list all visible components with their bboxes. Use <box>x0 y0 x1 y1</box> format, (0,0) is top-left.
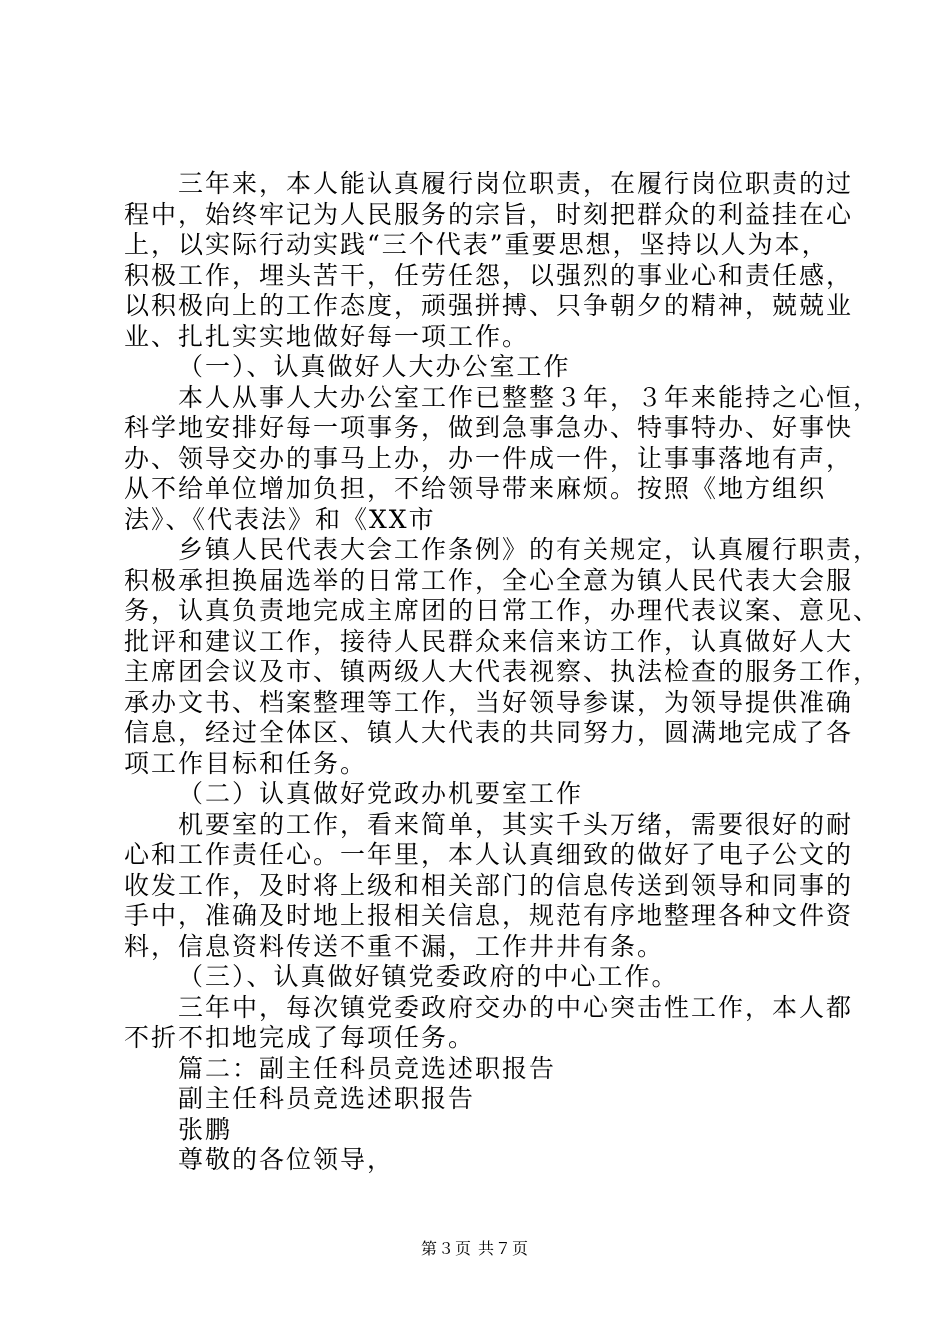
text-line: 三年来，本人能认真履行岗位职责，在履行岗位职责的过 <box>178 169 854 198</box>
text-line: 机要室的工作，看来简单，其实千头万绪，需要很好的耐 <box>178 810 854 839</box>
text-line: 项工作目标和任务。 <box>124 749 368 778</box>
text-line: 乡镇人民代表大会工作条例》的有关规定，认真履行职责， <box>178 535 881 564</box>
section-heading: （三）、认真做好镇党委政府的中心工作。 <box>178 962 679 991</box>
text-line: 心和工作责任心。一年里，本人认真细致的做好了电子公文的 <box>124 840 854 869</box>
text-line: 信息，经过全体区、镇人大代表的共同努力，圆满地完成了各 <box>124 718 854 747</box>
section-heading: （一）、认真做好人大办公室工作 <box>178 352 571 381</box>
text-line: 不折不扣地完成了每项任务。 <box>124 1023 476 1052</box>
text-line: 尊敬的各位领导， <box>178 1145 395 1174</box>
text-line: 收发工作，及时将上级和相关部门的信息传送到领导和同事的 <box>124 871 854 900</box>
text-line: 料，信息资料传送不重不漏，工作井井有条。 <box>124 932 665 961</box>
text-line: 三年中，每次镇党委政府交办的中心突击性工作，本人都 <box>178 993 854 1022</box>
text-line: 程中，始终牢记为人民服务的宗旨，时刻把群众的利益挂在心 <box>124 200 854 229</box>
text-line: 张鹏 <box>178 1115 233 1144</box>
text-line: 业、扎扎实实地做好每一项工作。 <box>124 322 530 351</box>
text-line: 积极承担换届选举的日常工作，全心全意为镇人民代表大会服 <box>124 566 854 595</box>
text-line: 承办文书、档案整理等工作，当好领导参谋，为领导提供准确 <box>124 688 854 717</box>
text-line: 上，以实际行动实践“三个代表”重要思想，坚持以人为本， <box>124 230 829 259</box>
section-heading: （二）认真做好党政办机要室工作 <box>178 779 584 808</box>
footer: 第３页 共７页 <box>420 1239 530 1258</box>
text-line: 积极工作，埋头苦干，任劳任怨，以强烈的事业心和责任感， <box>124 261 854 290</box>
text-line: 本人从事人大办公室工作已整整３年，３年来能持之心恒， <box>178 383 881 412</box>
text-line: 以积极向上的工作态度，顽强拼搏、只争朝夕的精神，兢兢业 <box>124 291 854 320</box>
text-line: 副主任科员竞选述职报告 <box>178 1084 476 1113</box>
text-line: 办、领导交办的事马上办，办一件成一件，让事事落地有声， <box>124 444 854 473</box>
text-line: 批评和建议工作，接待人民群众来信来访工作，认真做好人大 <box>124 627 854 656</box>
text-line: 科学地安排好每一项事务，做到急事急办、特事特办、好事快 <box>124 413 854 442</box>
text-line: 务，认真负责地完成主席团的日常工作，办理代表议案、意见、 <box>124 596 881 625</box>
text-line: 从不给单位增加负担，不给领导带来麻烦。按照《地方组织 <box>124 474 827 503</box>
text-line: 法》、《代表法》和《XX市 <box>124 505 436 534</box>
text-line: 主席团会议及市、镇两级人大代表视察、执法检查的服务工作， <box>124 657 881 686</box>
text-line: 手中，准确及时地上报相关信息，规范有序地整理各种文件资 <box>124 901 854 930</box>
chapter-heading: 篇二：副主任科员竞选述职报告 <box>178 1054 557 1083</box>
